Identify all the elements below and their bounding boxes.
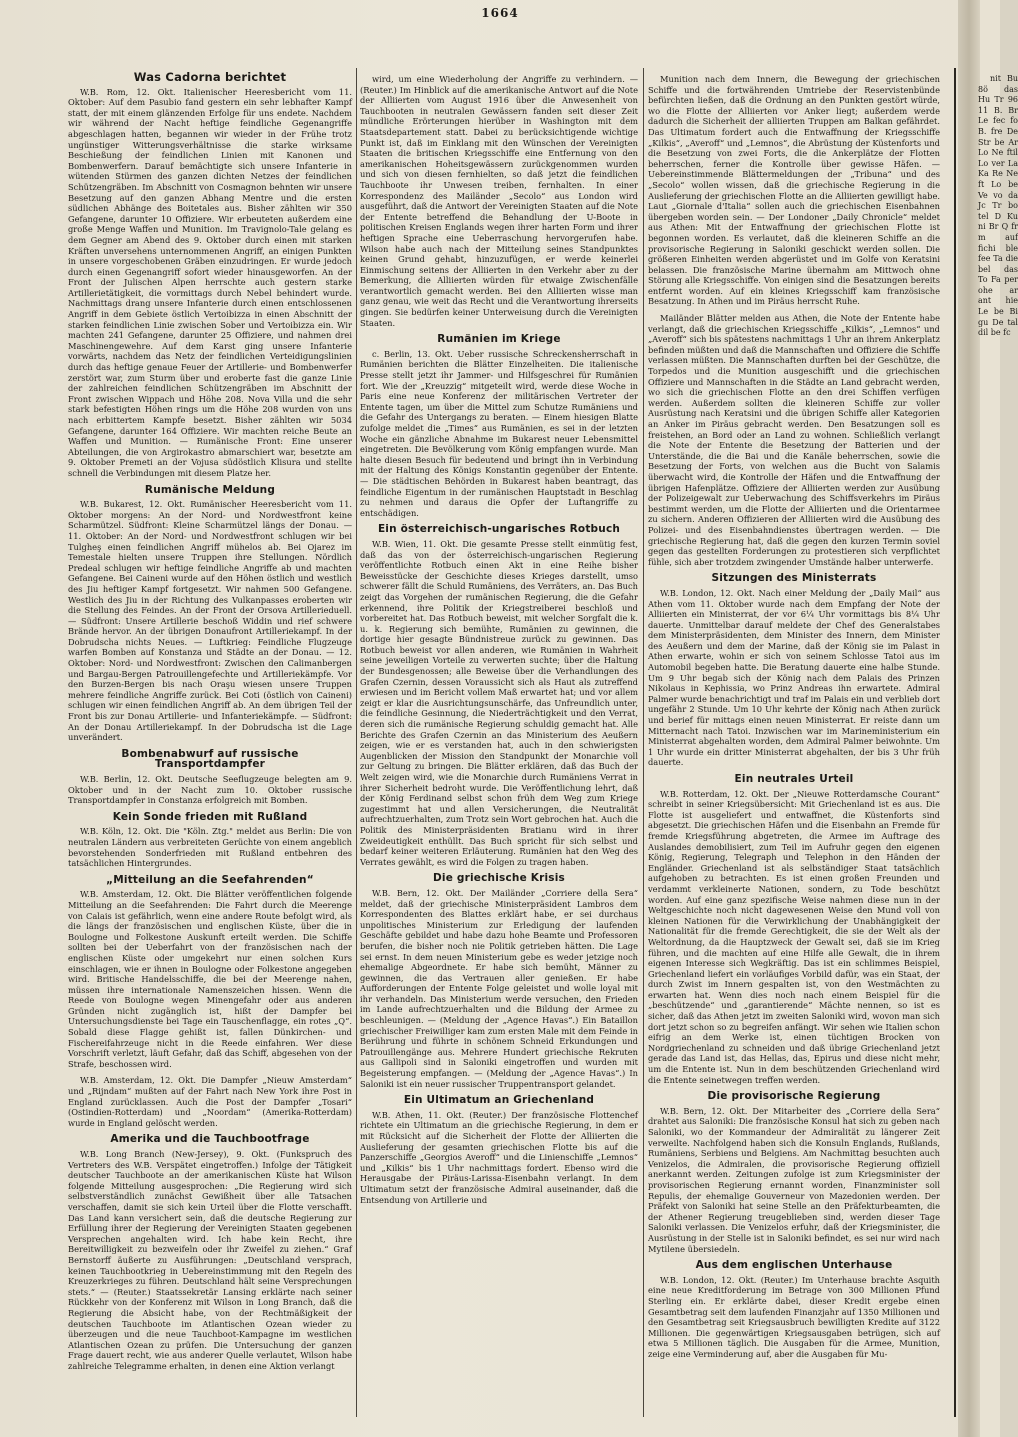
article-body: Mailänder Blätter melden aus Athen, die Note der Entente habe verlangt, daß die griechischen Kriegsschiffe „Kilkis“, „Lemnos“ und „Averoff“ sich bis spätestens nachmittags 1 Uhr an ihrem Ankerplatz befinden müßten und daß die Mannschaften und Offiziere die Schiffe verlassen müßten. Die Mannschaften durften bei der Geschütze, die Torpedos und die Munition ausgeschifft und die griechischen Offiziere und Mannschaften in die Städte an Land gebracht werden, wo sich die griechischen Flotte an den drei Schiffen verfügen werden. Außerdem sollten die kleineren Schiffe zur voller Ausrüstung nach Keratsini und die übrigen Schiffe aller Kategorien an Anker im Piräus gebracht werden. Den Besatzungen soll es freistehen, an Bord oder an Land zu wohnen. Schließlich verlangt die Note der Entente die Besetzung der Batterien und der Unterstände, die die Bai und die Kanäle beherrschen, sowie die Besetzung der Forts, von welchen aus die Bucht von Salamis überwacht wird, die Kontrolle der Häfen und die Entwaffnung der übrigen Hafenplätze. Offiziere der Alliierten werden zur Ausübung der Polizeigewalt zur Ueberwachung des Schiffsverkehrs im Piräus bestimmt werden, um die Flotte der Alliierten und die Orientarmee zu sichern. Anderen Offizieren der Alliierten wird die Ausübung des Polizei- und des Eisenbahndienstes übertragen werden. — Die griechische Regierung hat, daß die gegen den kurzen Termin soviel gegen das gestellten Forderungen zu protestieren sich verpflichtet fühle, sich aber trotzdem zwingender Umstände halber unterwerfe.	[648, 313, 940, 567]
article-headline: „Mitteilung an die Seefahrenden“	[106, 873, 314, 886]
article	[360, 524, 638, 867]
column-rule	[954, 68, 956, 1417]
article	[648, 1260, 940, 1359]
article	[68, 72, 352, 479]
column-rule	[643, 68, 644, 1417]
column-4-cutoff	[978, 74, 1018, 1427]
article-headline: Aus dem englischen Unterhause	[695, 1259, 893, 1272]
article-body: W.B. Bern, 12. Okt. Der Mailänder „Corriere della Sera“ meldet, daß der griechische Ministerpräsident Lambros dem Korrespondenten des Blattes erklärt habe, er sei durchaus unpolitisches Ministerium zur Erledigung der laufenden Geschäfte gebildet und habe dazu hohe Beamte und Professoren berufen, die bisher noch nie Politik getrieben hätten. Die Lage sei ernst. In dem neuen Ministerium gebe es weder jetzige noch ehemalige Abgeordnete. Er habe sich bemüht, Männer zu gewinnen, die das Vertrauen aller genießen. Er habe Aufforderungen der Entente Folge geleistet und wolle loyal mit ihr verhandeln. Das Ministerium werde versuchen, den Frieden im Lande aufrechtzuerhalten und die Bildung der Armee zu beschleunigen. — (Meldung der „Agence Havas“.) Ein Bataillon griechischer Freiwilliger kam zum ersten Male mit dem Feinde in Berührung und führte in schönem Schneid Erkundungen und Patrouillengänge aus. Mehrere Hundert griechische Rekruten aus Gallipoli sind in Saloniki eingetroffen und wurden mit Begeisterung empfangen. — (Meldung der „Agence Havas“.) In Saloniki ist ein neuer russischer Truppentransport gelandet.	[360, 887, 638, 1089]
column-3	[648, 74, 940, 1427]
article	[648, 1091, 940, 1254]
article-body: W.B. Köln, 12. Okt. Die "Köln. Ztg." meldet aus Berlin: Die von neutralen Ländern aus verbreiteten Gerüchte von einem angeblich bevorstehenden Sonderfrieden mit Rußland entbehren des tatsächlichen Hintergrundes.	[68, 826, 352, 869]
article	[68, 812, 352, 869]
article-body: W.B. Bukarest, 12. Okt. Rumänischer Heeresbericht vom 11. Oktober morgens: An der Nord- und Nordwestfront keine Scharmützel. Südfront: Kleine Scharmützel längs der Donau. — 11. Oktober: An der Nord- und Nordwestfront schlugen wir bei Tulgheş einen feindlichen Angriff mühelos ab. Bei Ojarez im Temestale hielten unsere Truppen ihre Stellungen. Nördlich Predeal schlugen wir heftige feindliche Angriffe ab und machten Gefangene. Bei Caineni wurde auf den Höhen östlich und westlich des Jiu heftiger Kampf fortgesetzt. Wir nahmen 500 Gefangene. Westlich des Jiu in der Richtung des Vulkanpasses eroberten wir die Stellung des Feindes. An der Front der Orsova Artillerieduell. — Südfront: Unsere Artillerie beschoß Widdin und rief schwere Brände hervor. An der übrigen Donaufront Artilleriekampf. In der Dobrudscha nichts Neues. — Luftkrieg: Feindliche Flugzeuge warfen Bomben auf Konstanza und Städte an der Donau. — 12. Oktober: Nord- und Nordwestfront: Zwischen den Calimanbergen und Bargau-Bergen Patrouillengefechte und Artilleriekämpfe. Vor den Burzen-Bergen bis nach Oraşu wiesen unsere Truppen mehrere feindliche Angriffe zurück. Bei Coti (östlich von Caineni) schlugen wir einen feindlichen Angriff ab. An dem übrigen Teil der Front bis zur Donau Artillerie- und Infanteriekämpfe. — Südfront: An der Donau Artilleriekampf. In der Dobrudscha ist die Lage unverändert.	[68, 499, 352, 743]
article	[648, 774, 940, 1085]
article	[648, 573, 940, 768]
article-headline: Rumänien im Kriege	[437, 333, 561, 346]
article-body: Munition nach dem Innern, die Bewegung der griechischen Schiffe und die fortwährenden Umtriebe der Reservistenbünde befürchten ließen, daß die Ordnung an den Punkten gestört würde, wo die Flotte der Alliierten vor Anker liegt; außerdem werde dadurch die Sicherheit der alliierten Truppen am Balkan gefährdet. Das Ultimatum fordert auch die Entwaffnung der Kriegsschiffe „Kilkis“, „Averoff“ und „Lemnos“, die Abrüstung der Küstenforts und die Besetzung von zwei Forts, die die Ankerplätze der Flotten beherrschen, ferner die Kontrolle über gewisse Häfen. — Uebereinstimmende Blättermeldungen der „Tribuna“ und des „Secolo“ wollen wissen, daß die griechische Regierung in die Auslieferung der griechischen Flotte an die Alliierten gewilligt habe. Laut „Giornale d'Italia“ sollen auch die griechischen Eisenbahnen übergeben worden sein. — Der Londoner „Daily Chronicle“ meldet aus Athen: Mit der Entwaffnung der griechischen Flotte ist begonnen worden. Es verlautet, daß die kleineren Schiffe an die provisorische Regierung in Saloniki geschickt werden sollen. Die größeren Einheiten werden abgerüstet und im Golfe von Keratsini belassen. Die französische Marine übernahm am Mittwoch ohne Störung alle Kriegsschiffe. Von einigen sind die Besatzungen bereits entfernt worden. Auf ein kleines Kriegsschiff kam französische Besatzung. In Athen und im Piräus herrscht Ruhe.	[648, 74, 940, 307]
article-headline: Rumänische Meldung	[144, 483, 276, 496]
article-body: W.B. Bern, 12. Okt. Der Mitarbeiter des „Corriere della Sera“ drahtet aus Saloniki: Die französische Konsul hat sich zu geben nach Saloniki, wo der Kommandeur der Admiralität zu längerer Zeit verweilte. Nachfolgend haben sich die Konsuln Englands, Rußlands, Rumäniens, Serbiens und Belgiens. Am Nachmittag besuchten auch Venizelos, die Admiralen, die provisorische Regierung offiziell anerkannt werden. Zeitungen zufolge ist zum Kriegsminister der provisorischen Regierung ernannt worden, Finanzminister soll Repulis, der ehemalige Gouverneur von Mazedonien werden. Der Präfekt von Saloniki hat seine Stelle an den Präfekturbeamten, die der Athener Regierung treugeblieben sind, werden dieser Tage Saloniki verlassen. Die Venizelos erfuhr, daß der Kriegsminister, die Ausrüstung in der Stelle ist in Saloniki befindet, es sei nur wird nach Mytilene übersiedeln.	[648, 1105, 940, 1254]
article-body: W.B. Amsterdam, 12. Okt. Die Dampfer „Nieuw Amsterdam“ und „Rijndam“ mußten auf der Fahrt nach New York ihre Post in England zurücklassen. Auch die Post der Dampfer „Tosari“ (Ostindien-Rotterdam) und „Noordam“ (Amerika-Rotterdam) wurde in England gelöscht werden.	[68, 1075, 352, 1128]
page-number: 1664	[481, 6, 519, 20]
article-headline: Amerika und die Tauchbootfrage	[110, 1133, 310, 1146]
article-body: W.B. Berlin, 12. Okt. Deutsche Seeflugzeuge belegten am 9. Oktober und in der Nacht zum 10. Oktober russische Transportdampfer in Constanza erfolgreich mit Bomben.	[68, 774, 352, 806]
article-body: W.B. Wien, 11. Okt. Die gesamte Presse stellt einmütig fest, daß das von der österreichisch-ungarischen Regierung veröffentlichte Rotbuch einen Akt in eine Reihe bisher Beweisstücke der Geschichte dieses Krieges darstellt, umso schwerer fällt die Schuld Rumäniens, des Verräters, an. Das Buch zeigt das Vorgehen der rumänischen Regierung, die die Gefahr erkennend, ihre Politik der Kriegstreiberei beschloß und vorbereitet hat. Das Rotbuch beweist, mit welcher Sorgfalt die k. u. k. Regierung sich bemühte, Rumänien zu gewinnen, die dortige hier gesagte Bündnistreue zurück zu gewinnen. Das Rotbuch beweist vor allen anderen, wie Rumänien in Wahrheit seine jeweiligen Vorteile zu verwerten suchte; über die Haltung der Bundesgenossen; alle Beweise über die Verhandlungen des Grafen Czernin, dessen Voraussicht sich als Haut als zutreffend erwiesen und im Bericht vollem Maß erwartet hat; und vor allem zeigt er klar die Ausrichtungsunschärfe, das Unfreundlich unter, die feindliche Gesinnung, die Niederträchtigkeit und den Verrat, deren sich die rumänische Regierung schuldig gemacht hat. Alle Berichte des Grafen Czernin an das Ministerium des Aeußern zeigen, wie er es verstanden hat, auch in den schwierigsten Augenblicken der Mission den Standpunkt der Monarchie voll zur Geltung zu bringen. Die Blätter erklären, daß das Buch der Welt zeigen wird, wie die Monarchie durch Rumäniens Verrat in ihrer Sicherheit bedroht wurde. Die Veröffentlichung lehrt, daß der König Ferdinand selbst schon früh dem Weg zum Kriege zugestimmt hat und allen Versicherungen, die Neutralität aufrechtzuerhalten, zum Trotz sein Wort gebrochen hat. Auch die Politik des Ministerpräsidenten Bratianu wird in ihrer Zweideutigkeit enthüllt. Das Buch spricht für sich selbst und bedarf keiner weiteren Erläuterung. Rumänien hat den Weg des Verrates gewählt, es wird die Folgen zu tragen haben.	[360, 538, 638, 867]
article	[360, 74, 638, 328]
article	[68, 1075, 352, 1128]
article-body: W.B. London, 12. Okt. (Reuter.) Im Unterhause brachte Asquith eine neue Kreditforderung im Betrage von 300 Millionen Pfund Sterling ein. Er erklärte dabei, dieser Kredit ergebe einen Gesamtbetrag seit dem laufenden Finanzjahr auf 1350 Millionen und den Gesamtbetrag seit Kriegsausbruch bewilligten Kredite auf 3122 Millionen. Die gegenwärtigen Kriegsausgaben betrügen, sich auf etwa 5 Millionen täglich. Die Ausgaben für die Armee, Munition, zeige eine Verminderung auf, aber die Ausgaben für Mu-	[648, 1274, 940, 1359]
article-body: c. Berlin, 13. Okt. Ueber russische Schreckensherrschaft in Rumänien berichten die Blätter Einzelheiten. Die italienische Presse stellt jetzt ihr Jammer- und Hilfsgeschrei für Rumänien fort. Wie der „Kreuzzig“ mitgeteilt wird, werde diese Woche in Paris eine neue Konferenz der militärischen Vertreter der Entente tagen, um über die Mittel zum Schutze Rumäniens und die Gefahr des Untergangs zu beraten. — Einem hiesigen Blatte zufolge meldet die „Times“ aus Rumänien, es sei in der letzten Woche ein gänzliche Abnahme im Bukarest neuer Lebensmittel eingetreten. Die Bevölkerung vom König empfangen wurde. Man halte diesen Besuch für bedeutend und bringt ihn in Verbindung mit der Haltung des Königs Konstantin gegenüber der Entente. — Die städtischen Behörden in Bukarest haben beantragt, das feindliche Eigentum in der rumänischen Hauptstadt in Beschlag zu nehmen und daraus die Opfer der Luftangriffe zu entschädigen.	[360, 348, 638, 518]
article	[648, 313, 940, 567]
article	[360, 1095, 638, 1205]
article-body: wird, um eine Wiederholung der Angriffe zu verhindern. — (Reuter.) Im Hinblick auf die amerikanische Antwort auf die Note der Alliierten vom August 1916 über die Anwesenheit von Tauchbooten in neutralen Gewässern fanden seit dieser Zeit mündliche Erörterungen hierüber in Washington mit dem Staatsdepartement statt. Dabei zu berücksichtigende wichtige Punkt ist, daß im Einklang mit den Wünschen der Vereinigten Staaten die britischen Kriegsschiffe eine Entfernung von den amerikanischen Hoheitsgewässern zurückgenommen wurden und sich von diesen fernhielten, so daß jetzt die feindlichen Tauchboote ihr Unwesen treiben, fernhalten. In einer Korrespondenz des Mailänder „Secolo“ aus London wird ausgeführt, daß die Antwort der Vereinigten Staaten auf die Note der Entente betreffend die Behandlung der U-Boote in politischen Kreisen Englands wegen ihrer harten Form und ihrer heftigen Sprache eine Ueberraschung hervorgerufen habe. Wilson habe auch nach der Mitteilung seines Standpunktes keinen Grund gehabt, hinzuzufügen, er werde keinerlei Einmischung seitens der Alliierten in den Verkehr aber zu der Bemerkung, die Alliierten würden für etwaige Zwischenfälle verantwortlich gemacht werden. Bei den Alliierten wisse man ganz genau, wie weit das Recht und die Verantwortung ihrerseits gingen. Sie bedürfen keiner Unterweisung durch die Vereinigten Staaten.	[360, 74, 638, 328]
article-headline: Ein österreichisch-ungarisches Rotbuch	[377, 523, 621, 536]
article	[360, 873, 638, 1089]
column-2	[360, 74, 638, 1427]
article-body: W.B. Rotterdam, 12. Okt. Der „Nieuwe Rotterdamsche Courant“ schreibt in seiner Kriegsübersicht: Mit Griechenland ist es aus. Die Flotte ist ausgeliefert und entwaffnet, die Küstenforts sind abgesetzt. Die griechischen Häfen und die Eisenbahn an Fremde für fremde Kriegsführung abgetreten, die Armee im Auftrage des Auslandes demobilisiert, zum Teil im Aufruhr gegen den eigenen König, Regierung, Telegraph und Telephon in den Händen der Engländer. Griechenland ist als selbständiger Staat tatsächlich aufgehoben zu betrachten. Es ist einen großen Freunden und verdammt verkleinerte Nationen, sondern, zu Tode beschützt worden. Auf eine ganz spezifische Weise nahmen diese nun in der Weltgeschichte noch nicht dagewesenen Weise den Mund voll von kleinen Nationen für die Verwirklichung der Unabhängigkeit der Nationalität für die fremde Gerechtigkeit, die sie der Welt als der Weltordnung, da die Hauptzweck der Gewalt sei, daß sie im Krieg führen, und die machten auf eine Hilfe alle Gewalt, die in ihrem eigenen Interesse sich Wegkräftig. Das ist ein schlimmes Beispiel, Griechenland liefert ein vorläufiges Vorbild dafür, was ein Staat, der durch Zwist im Innern gespalten ist, von den Westmächten zu erwarten hat. Wenn dies noch nach einem Beispiel für die „beschützende“ und „garantierende“ Mächte nennen, so ist es sicher, daß das Athen jetzt im zweiten Saloniki wird, wovon man sich dort jetzt schon so zu begreifen anfängt. Wir sehen wie Italien schon eifrig an dem Werke ist, einen tüchtigen Brocken von Nordgriechenland zu schneiden und daß übrige Griechenland jetzt gerade das Land ist, das Hellas, das, Epirus und diese nicht mehr, um die Entente ist. Nun in dem beschützenden Griechenland wird die Entente seinetwegen treffen werden.	[648, 788, 940, 1085]
article-headline: Ein neutrales Urteil	[734, 773, 854, 785]
article	[68, 749, 352, 806]
binding-gutter	[958, 0, 980, 1437]
article-headline: Bombenabwurf auf russische Transportdampfer	[121, 747, 299, 771]
article-body: W.B. Athen, 11. Okt. (Reuter.) Der französische Flottenchef richtete ein Ultimatum an die griechische Regierung, in dem er mit Rücksicht auf die Sicherheit der Flotte der Alliierten die Auslieferung der gesamten griechischen Flotte bis auf die Panzerschiffe „Georgios Averoff“ und die Linienschiffe „Lemnos“ und „Kilkis“ bis 1 Uhr nachmittags fordert. Ebenso wird die Herausgabe der Piräus-Larissa-Eisenbahn verlangt. In dem Ultimatum setzt der französische Admiral auseinander, daß die Entsendung von Artillerie und	[360, 1109, 638, 1205]
article-body: W.B. Amsterdam, 12. Okt. Die Blätter veröffentlichen folgende Mitteilung an die Seefahrenden: Die Fahrt durch die Meerenge von Calais ist gefährlich, wenn eine andere Route befolgt wird, als die längs der französischen und englischen Küste, über die in Boulogne und Folkestone Auskunft erteilt werden. Die Schiffe sollten bei der Ueberfahrt von der französischen nach der englischen Küste oder umgekehrt nur einen solchen Kurs einschlagen, wie er ihnen in Boulogne oder Folkestone angegeben wird. Britische Handelsschiffe, die bei der Meerenge nahen, müssen ihre internationale Namenszeichen hissen. Wenn die Reede von Boulogne wegen Minengefahr oder aus anderen Gründen nicht zugänglich ist, hißt der Dampfer bei Untersuchungsdienste bei Tage ein Tauschenflagge, ein rotes „Q“. Sobald diese Flagge gehißt ist, fallen Dünkirchen- und Fischereifahrzeuge nicht in die Reede einfahren. Wer diese Vorschrift verletzt, läuft Gefahr, daß das Schiff, abgesehen von der Strafe, beschossen wird.	[68, 889, 352, 1069]
column-1	[68, 66, 352, 1427]
article-body: W.B. Rom, 12. Okt. Italienischer Heeresbericht vom 11. Oktober: Auf dem Pasubio fand gestern ein sehr lebhafter Kampf statt, der mit einem glänzenden Erfolge für uns endete. Nachdem wir während der Nacht heftige feindliche Gegenangriffe abgeschlagen hatten, begannen wir wieder in der Frühe trotz ungünstiger Witterungsverhältnisse die starke wirksame Beschießung der feindlichen Linien mit Kanonen und Bombenwerfern. Darauf bemächtigte sich unsere Infanterie in wütenden Stürmen des ganzen dichten Netzes der feindlichen Schützengräben. Im Abschnitt von Cosmagnon behnten wir unsere Besetzung auf den ganzen Abhang Mentre und die ersten südlichen Abhänge des Boitetales aus. Bisher zählten wir 350 Gefangene, darunter 10 Offiziere. Wir erbeuteten außerdem eine große Menge Waffen und Munition. Im Travignolo-Tale gelang es dem Gegner am Abend des 9. Oktober durch einen mit starken Kräften unversehens unternommenen Angriff, an einigen Punkten in unsere vorgeschobenen Gräben einzudringen. Er wurde jedoch durch einen Gegenangriff sofort wieder hinausgeworfen. An der Front der Julischen Alpen herrschte auch gestern starke Artillerietätigkeit, die vormittags durch Nebel behindert wurde. Nachmittags drang unsere Infanterie durch einen entschlossenen Angriff in dem Gebiete östlich Vertoibizza in einen Abschnitt der starken feindlichen Linie zwischen Sober und Vertoibizza ein. Wir machten 241 Gefangene, darunter 25 Offiziere, und nahmen drei Maschinengewehre. Auf dem Karst ging unsere Infanterie vorwärts, nachdem das Netz der feindlichen Verteidigungslinien durch das heftige genaue Feuer der Artillerie- und Bombenwerfer zerstört war, zum Sturm über und eroberte fast die ganze Linie der zahlreichen feindlichen Schützengräben im Abschnitt der Front zwischen Wippach und Höhe 208. Nova Villa und die sehr stark befestigten Höhen rings um die Höhe 208 wurden von uns nach erbittertem Kampfe besetzt. Bisher zählten wir 5034 Gefangene, darunter 164 Offiziere. Wir machten reiche Beute an Waffen und Munition. — Rumänische Front: Eine unserer Abteilungen, die von Argirokastro abmarschiert war, besetzte am 9. Oktober Premeti an der Vojusa südöstlich Klisura und stellte schnell die Verbindungen mit diesem Platze her.	[68, 86, 352, 478]
article-body: W.B. London, 12. Okt. Nach einer Meldung der „Daily Mail“ aus Athen vom 11. Oktober wurde nach dem Empfang der Note der Alliierten ein Ministerrat, der vor 6¼ Uhr vormittags bis 8¼ Uhr dauerte. Unmittelbar darauf meldete der Chef des Generalstabes dem Ministerpräsidenten, dem Minister des Innern, dem Minister des Aeußern und dem der Marine, daß der König sie im Palast in Athen erwarte, wohin er sich von seinem Schlosse Tatoi aus im Automobil begeben hatte. Die Beratung dauerte eine halbe Stunde. Um 9 Uhr begab sich der König nach dem Palais des Prinzen Nikolaus in Kephissia, wo Prinz Andreas ihn erwartete. Admiral Palmer wurde benachrichtigt und traf im Palais ein und verblieb dort ungefähr 2 Stunde. Um 10 Uhr kehrte der König nach Athen zurück und berief für mittags einen neuen Ministerrat. Er reiste dann um Mitternacht nach Tatoi. Inzwischen war im Marineministerium ein Ministerrat abgehalten worden, dem Admiral Palmer beiwohnte. Um 1 Uhr wurde ein dritter Ministerrat abgehalten, der bis 3 Uhr früh dauerte.	[648, 587, 940, 768]
column-rule	[356, 68, 357, 1417]
article	[360, 334, 638, 518]
article	[68, 485, 352, 743]
article-headline: Kein Sonde frieden mit Rußland	[112, 810, 308, 823]
article-headline: Ein Ultimatum an Griechenland	[403, 1094, 595, 1107]
article	[648, 74, 940, 307]
article	[68, 1134, 352, 1371]
article-headline: Die provisorische Regierung	[707, 1090, 881, 1103]
article	[68, 875, 352, 1070]
article-headline: Die griechische Krisis	[433, 872, 565, 885]
article-headline: Was Cadorna berichtet	[133, 70, 287, 84]
article-body: nit Bu 8ö das Hu Tr 96 11 B. Br Le fec fo B. fre De Str be Ar Lo Ne ftil Lo ver La Ka Re Ne ft Lo be Ve vo da Jc Tr bo tel D Ku ni Br Q fr m auf fichi ble fee Ta die bel das To Fa per ohe ar ant hie Le be Bi gu De tal dil be fc	[978, 74, 1018, 338]
article-body: W.B. Long Branch (New-Jersey), 9. Okt. (Funkspruch des Vertreters des W.B. Verspätet eingetroffen.) Infolge der Tätigkeit deutscher Tauchboote an der amerikanischen Küste hat Wilson folgende Mitteilung ausgesprochen: „Die Regierung wird sich selbstverständlich zunächst Gewißheit über alle Tatsachen verschaffen, damit sie sich kein Urteil über die Flotte verschafft. Das Land kann versichert sein, daß die deutsche Regierung zur Erfüllung ihrer der Regierung der Vereinigten Staaten gegebenen Versprechen angehalten wird. Ich habe kein Recht, ihre Bereitwilligkeit zu bezweifeln oder ihr Zweifel zu ziehen.“ Graf Bernstorff äußerte zu Ausführungen: „Deutschland versprach, keinen Tauchbootkrieg in Uebereinstimmung mit den Regeln des Kreuzerkrieges zu führen. Deutschland hält seine Versprechungen stets.“ — (Reuter.) Staatssekretär Lansing erklärte nach seiner Rückkehr von der Konferenz mit Wilson in Long Branch, daß die Regierung die Absicht habe, von der Rechtmäßigkeit der deutschen Tauchboote im Atlantischen Ozean wieder zu überzeugen und die neue Tauchboot-Kampagne im westlichen Atlantischen Ozean zu prüfen. Die Untersuchung der ganzen Frage dauert recht, wie aus anderer Quelle verlautet, Wilson habe zahlreiche Telegramme erhalten, in denen eine Aktion verlangt	[68, 1149, 352, 1371]
article-headline: Sitzungen des Ministerrats	[711, 572, 877, 585]
